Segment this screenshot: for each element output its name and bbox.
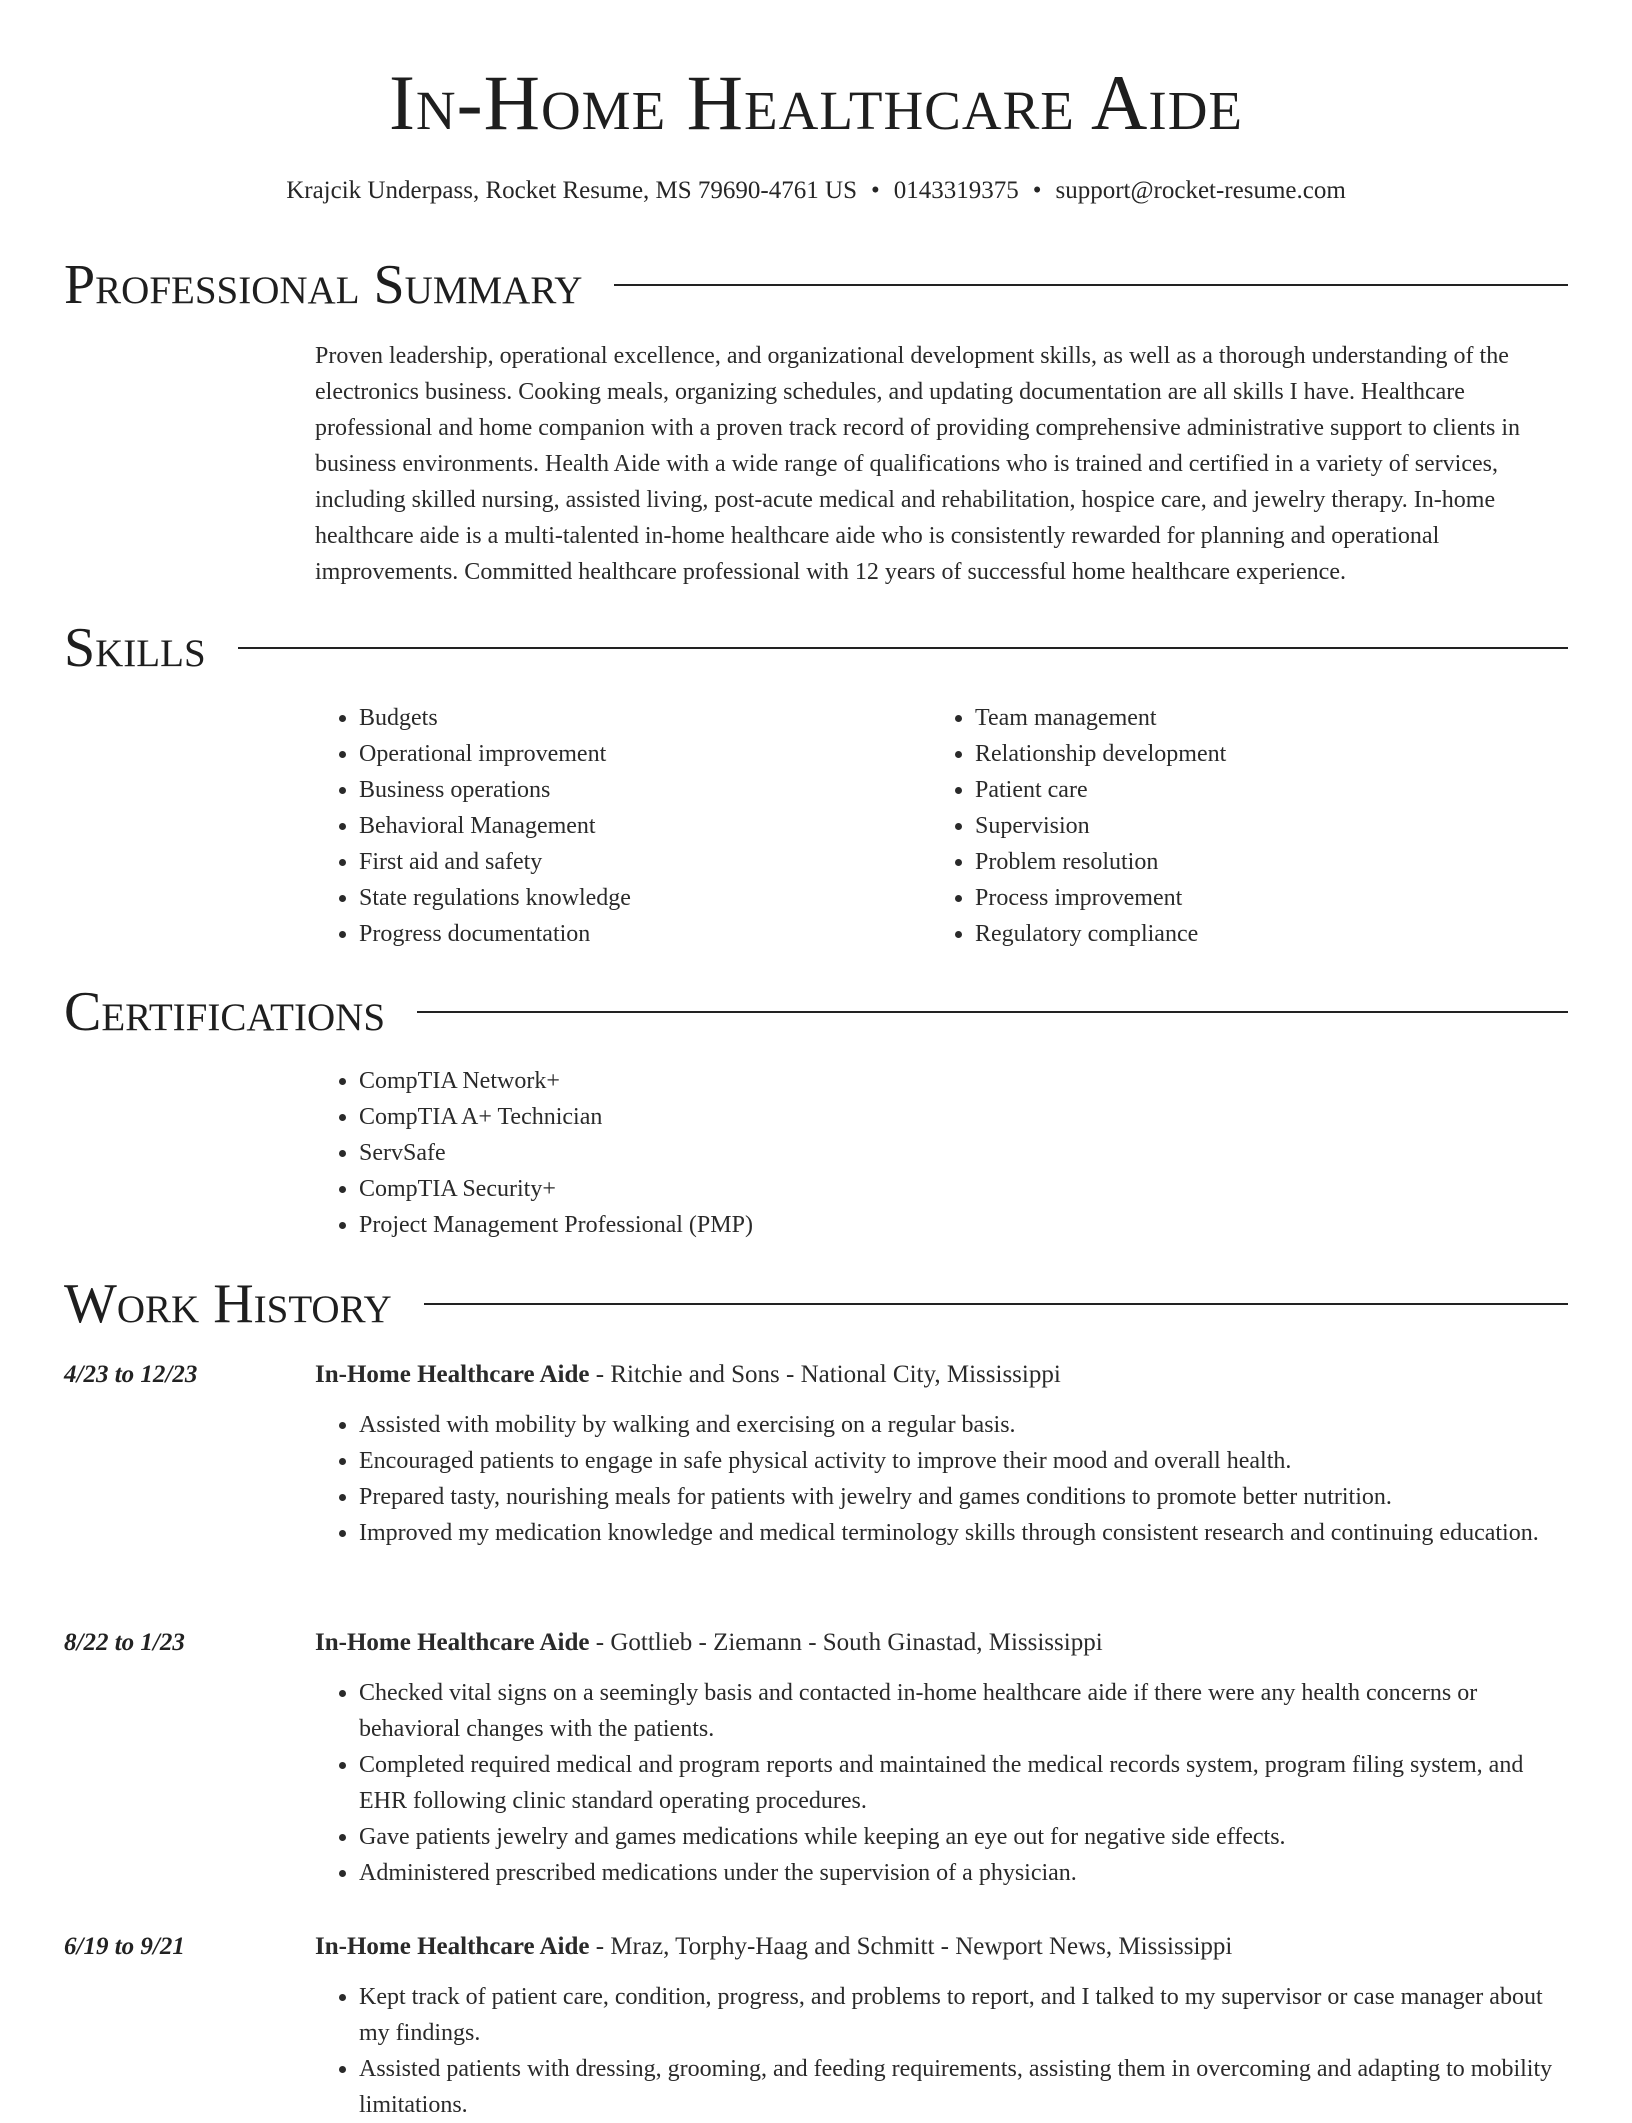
- section-header-certifications: [64, 980, 1568, 1044]
- job-dates: 4/23 to 12/23: [64, 1361, 198, 1388]
- section-header-work-history: [64, 1272, 1568, 1336]
- skills-list-left: [315, 700, 919, 952]
- skill-item: • First aid and safety: [359, 844, 919, 880]
- job-title: In-Home Healthcare Aide: [315, 1629, 590, 1656]
- job-duty: • Gave patients jewelry and games medications while keeping an eye out for negative side effects.: [359, 1819, 1569, 1855]
- skill-item: • Supervision: [975, 808, 1535, 844]
- skills-list-right: [931, 700, 1535, 952]
- section-title-skills: Skills: [64, 617, 206, 679]
- skill-item: • Regulatory compliance: [975, 916, 1535, 952]
- skill-item: • Operational improvement: [359, 736, 919, 772]
- job-duty: • Improved my medication knowledge and medical terminology skills through consistent research and continuing education.: [359, 1515, 1569, 1551]
- job-title: In-Home Healthcare Aide: [315, 1361, 590, 1388]
- skill-item: • Progress documentation: [359, 916, 919, 952]
- certification-item: • CompTIA A+ Technician: [359, 1099, 1559, 1135]
- job-duties: [315, 1675, 1569, 1891]
- skill-item: • State regulations knowledge: [359, 880, 919, 916]
- section-title-certifications: Certifications: [64, 981, 386, 1043]
- section-divider: [424, 1303, 1568, 1305]
- job-employer-location: - Ritchie and Sons - National City, Mississippi: [589, 1361, 1061, 1388]
- job-duty: • Kept track of patient care, condition, progress, and problems to report, and I talked to my supervisor or case manager about my findings.: [359, 1979, 1569, 2051]
- job-duty: • Encouraged patients to engage in safe physical activity to improve their mood and overall health.: [359, 1443, 1569, 1479]
- certification-item: • Project Management Professional (PMP): [359, 1207, 1559, 1243]
- job-employer-location: - Gottlieb - Ziemann - South Ginastad, Mississippi: [589, 1629, 1103, 1656]
- job-title: In-Home Healthcare Aide: [315, 1933, 590, 1960]
- skill-item: • Patient care: [975, 772, 1535, 808]
- certification-item: • ServSafe: [359, 1135, 1559, 1171]
- job-duty: • Assisted with mobility by walking and exercising on a regular basis.: [359, 1407, 1569, 1443]
- certification-item: • CompTIA Network+: [359, 1063, 1559, 1099]
- contact-line: [0, 174, 1632, 208]
- job-heading: [315, 1625, 1103, 1661]
- job-duties: [315, 1979, 1569, 2123]
- section-divider: [238, 647, 1568, 649]
- contact-separator: •: [1032, 177, 1042, 204]
- job-duty: • Checked vital signs on a seemingly basis and contacted in-home healthcare aide if there were any health concerns or behavioral changes with the patients.: [359, 1675, 1569, 1747]
- section-header-skills: [64, 616, 1568, 680]
- job-heading: [315, 1929, 1232, 1965]
- contact-separator: •: [870, 177, 880, 204]
- contact-email: support@rocket-resume.com: [1055, 177, 1346, 204]
- summary-text: Proven leadership, operational excellence, and organizational development skills, as well as a thorough understanding of the electronics business. Cooking meals, organizing schedules, and updating documentation are all skills I have. Healthcare professional and home companion with a proven track record of providing comprehensive administrative support to clients in business environments. Health Aide with a wide range of qualifications who is trained and certified in a variety of services, including skilled nursing, assisted living, post-acute medical and rehabilitation, hospice care, and jewelry therapy. In-home healthcare aide is a multi-talented in-home healthcare aide who is consistently rewarded for planning and operational improvements. Committed healthcare professional with 12 years of successful home healthcare experience.: [315, 343, 1521, 585]
- job-duty: • Prepared tasty, nourishing meals for patients with jewelry and games conditions to promote better nutrition.: [359, 1479, 1569, 1515]
- job-duty: • Assisted patients with dressing, grooming, and feeding requirements, assisting them in overcoming and adapting to mobility limitations.: [359, 2051, 1569, 2123]
- job-heading: [315, 1357, 1061, 1393]
- skill-item: • Budgets: [359, 700, 919, 736]
- contact-address: Krajcik Underpass, Rocket Resume, MS 79690-4761 US: [286, 177, 857, 204]
- contact-phone: 0143319375: [893, 177, 1019, 204]
- job-duty: • Administered prescribed medications under the supervision of a physician.: [359, 1855, 1569, 1891]
- skill-item: • Problem resolution: [975, 844, 1535, 880]
- section-divider: [417, 1011, 1568, 1013]
- job-dates: 8/22 to 1/23: [64, 1629, 185, 1656]
- job-duties: [315, 1407, 1569, 1551]
- skill-item: • Team management: [975, 700, 1535, 736]
- job-duty: • Completed required medical and program reports and maintained the medical records system, program filing system, and EHR following clinic standard operating procedures.: [359, 1747, 1569, 1819]
- job-employer-location: - Mraz, Torphy-Haag and Schmitt - Newport News, Mississippi: [589, 1933, 1233, 1960]
- candidate-name: In-Home Healthcare Aide: [388, 59, 1244, 146]
- section-divider: [614, 284, 1568, 286]
- skill-item: • Relationship development: [975, 736, 1535, 772]
- skill-item: • Process improvement: [975, 880, 1535, 916]
- certification-item: • CompTIA Security+: [359, 1171, 1559, 1207]
- skill-item: • Business operations: [359, 772, 919, 808]
- certifications-list: [315, 1063, 1559, 1243]
- skill-item: • Behavioral Management: [359, 808, 919, 844]
- section-header-summary: [64, 253, 1568, 317]
- section-title-summary: Professional Summary: [64, 254, 583, 316]
- job-dates: 6/19 to 9/21: [64, 1933, 185, 1960]
- section-title-work-history: Work History: [64, 1273, 392, 1335]
